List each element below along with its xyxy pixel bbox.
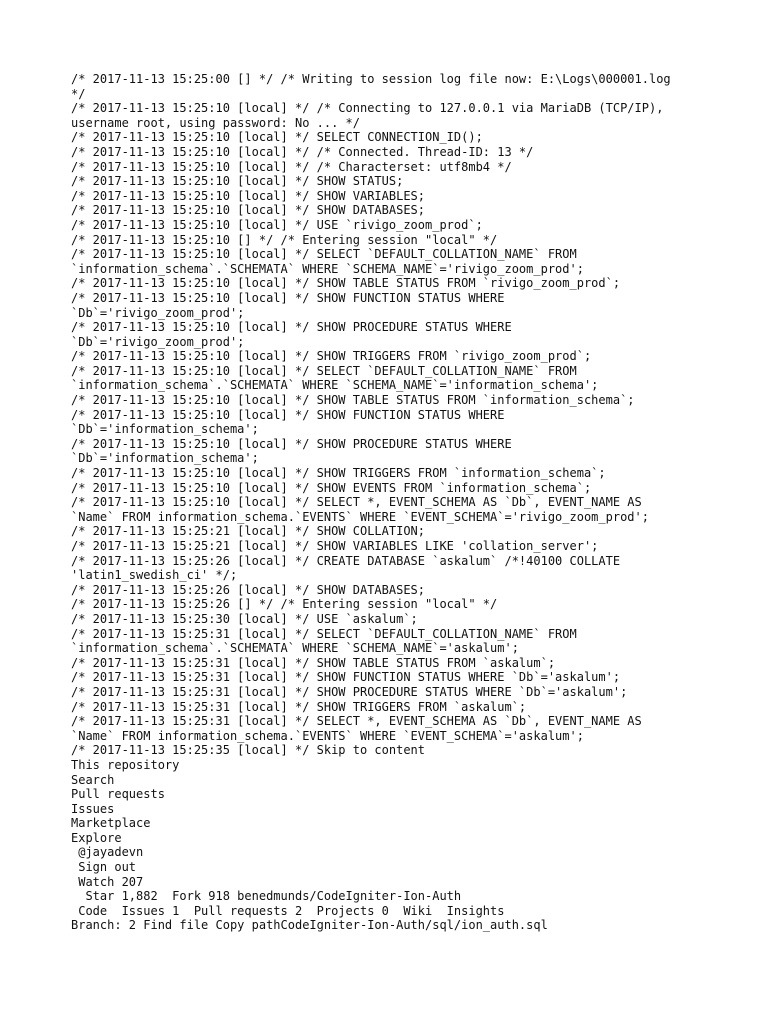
- log-line: /* 2017-11-13 15:25:26 [] */ /* Entering session "local" */: [71, 597, 498, 612]
- log-line: /* 2017-11-13 15:25:31 [local] */ SHOW TABLE STATUS FROM `askalum`;: [71, 655, 556, 670]
- log-line: `Db`='information_schema';: [71, 451, 259, 466]
- log-line: /* 2017-11-13 15:25:26 [local] */ CREATE DATABASE `askalum` /*!40100 COLLATE: [71, 553, 621, 568]
- log-line: Sign out: [71, 860, 137, 875]
- log-line: /* 2017-11-13 15:25:10 [local] */ /* Connected. Thread-ID: 13 */: [71, 144, 534, 159]
- log-line: /* 2017-11-13 15:25:10 [local] */ SHOW VARIABLES;: [71, 188, 426, 203]
- log-line: username root, using password: No ... */: [71, 115, 360, 130]
- log-line: Search: [71, 772, 115, 787]
- log-line: /* 2017-11-13 15:25:10 [local] */ SHOW TRIGGERS FROM `information_schema`;: [71, 466, 606, 481]
- log-line: /* 2017-11-13 15:25:10 [local] */ /* Characterset: utf8mb4 */: [71, 159, 512, 174]
- log-line: Issues: [71, 801, 115, 816]
- log-line: `Db`='rivigo_zoom_prod';: [71, 305, 245, 320]
- log-line: /* 2017-11-13 15:25:10 [local] */ SHOW TRIGGERS FROM `rivigo_zoom_prod`;: [71, 349, 592, 364]
- log-line: /* 2017-11-13 15:25:10 [local] */ SELECT CONNECTION_ID();: [71, 130, 483, 145]
- log-line: /* 2017-11-13 15:25:10 [local] */ SELECT *, EVENT_SCHEMA AS `Db`, EVENT_NAME AS: [71, 495, 642, 510]
- log-document: [71, 72, 751, 933]
- log-line: `Name` FROM information_schema.`EVENTS` WHERE `EVENT_SCHEMA`='askalum';: [71, 728, 584, 743]
- log-line: /* 2017-11-13 15:25:21 [local] */ SHOW COLLATION;: [71, 524, 426, 539]
- log-line: /* 2017-11-13 15:25:10 [local] */ SHOW TABLE STATUS FROM `information_schema`;: [71, 393, 635, 408]
- log-line: /* 2017-11-13 15:25:10 [local] */ SHOW TABLE STATUS FROM `rivigo_zoom_prod`;: [71, 276, 621, 291]
- log-line: /* 2017-11-13 15:25:10 [local] */ SELECT `DEFAULT_COLLATION_NAME` FROM: [71, 247, 577, 262]
- log-line: /* 2017-11-13 15:25:31 [local] */ SHOW PROCEDURE STATUS WHERE `Db`='askalum';: [71, 684, 628, 699]
- log-line: /* 2017-11-13 15:25:31 [local] */ SELECT `DEFAULT_COLLATION_NAME` FROM: [71, 626, 577, 641]
- log-line: `Name` FROM information_schema.`EVENTS` WHERE `EVENT_SCHEMA`='rivigo_zoom_prod';: [71, 509, 649, 524]
- log-line: This repository: [71, 757, 180, 772]
- log-line: /* 2017-11-13 15:25:31 [local] */ SELECT *, EVENT_SCHEMA AS `Db`, EVENT_NAME AS: [71, 714, 642, 729]
- log-line: /* 2017-11-13 15:25:30 [local] */ USE `askalum`;: [71, 611, 418, 626]
- log-line: Explore: [71, 830, 122, 845]
- log-line: /* 2017-11-13 15:25:10 [local] */ SHOW FUNCTION STATUS WHERE: [71, 407, 505, 422]
- log-line: /* 2017-11-13 15:25:10 [] */ /* Entering session "local" */: [71, 232, 498, 247]
- log-line: `information_schema`.`SCHEMATA` WHERE `SCHEMA_NAME`='rivigo_zoom_prod';: [71, 261, 584, 276]
- log-line: Watch 207: [71, 874, 144, 889]
- log-line: `information_schema`.`SCHEMATA` WHERE `SCHEMA_NAME`='askalum';: [71, 641, 519, 656]
- log-line: 'latin1_swedish_ci' */;: [71, 568, 238, 583]
- log-line: /* 2017-11-13 15:25:10 [local] */ SELECT `DEFAULT_COLLATION_NAME` FROM: [71, 363, 577, 378]
- log-line: `Db`='rivigo_zoom_prod';: [71, 334, 245, 349]
- log-line: /* 2017-11-13 15:25:10 [local] */ SHOW PROCEDURE STATUS WHERE: [71, 436, 512, 451]
- log-line: /* 2017-11-13 15:25:10 [local] */ USE `rivigo_zoom_prod`;: [71, 217, 483, 232]
- log-line: */: [71, 86, 86, 101]
- log-line: /* 2017-11-13 15:25:10 [local] */ SHOW FUNCTION STATUS WHERE: [71, 290, 505, 305]
- log-line: `information_schema`.`SCHEMATA` WHERE `SCHEMA_NAME`='information_schema';: [71, 378, 599, 393]
- log-line: /* 2017-11-13 15:25:00 [] */ /* Writing to session log file now: E:\Logs\000001.log: [71, 72, 671, 86]
- log-line: /* 2017-11-13 15:25:10 [local] */ /* Connecting to 127.0.0.1 via MariaDB (TCP/IP),: [71, 101, 664, 116]
- log-line: /* 2017-11-13 15:25:10 [local] */ SHOW DATABASES;: [71, 203, 426, 218]
- log-line: /* 2017-11-13 15:25:26 [local] */ SHOW DATABASES;: [71, 582, 426, 597]
- log-line: /* 2017-11-13 15:25:10 [local] */ SHOW PROCEDURE STATUS WHERE: [71, 320, 512, 335]
- log-line: Pull requests: [71, 787, 165, 802]
- log-line: Marketplace: [71, 816, 151, 831]
- log-line: Code Issues 1 Pull requests 2 Projects 0 Wiki Insights: [71, 903, 505, 918]
- log-line: Star 1,882 Fork 918 benedmunds/CodeIgniter-Ion-Auth: [71, 889, 462, 904]
- log-line: Branch: 2 Find file Copy pathCodeIgniter-Ion-Auth/sql/ion_auth.sql: [71, 918, 548, 933]
- log-line: /* 2017-11-13 15:25:10 [local] */ SHOW EVENTS FROM `information_schema`;: [71, 480, 592, 495]
- log-line: /* 2017-11-13 15:25:10 [local] */ SHOW STATUS;: [71, 174, 404, 189]
- log-line: /* 2017-11-13 15:25:35 [local] */ Skip to content: [71, 743, 426, 758]
- log-line: @jayadevn: [71, 845, 144, 860]
- log-line: /* 2017-11-13 15:25:21 [local] */ SHOW VARIABLES LIKE 'collation_server';: [71, 539, 599, 553]
- log-line: /* 2017-11-13 15:25:31 [local] */ SHOW FUNCTION STATUS WHERE `Db`='askalum';: [71, 670, 621, 685]
- log-line: `Db`='information_schema';: [71, 422, 259, 437]
- log-line: /* 2017-11-13 15:25:31 [local] */ SHOW TRIGGERS FROM `askalum`;: [71, 699, 527, 714]
